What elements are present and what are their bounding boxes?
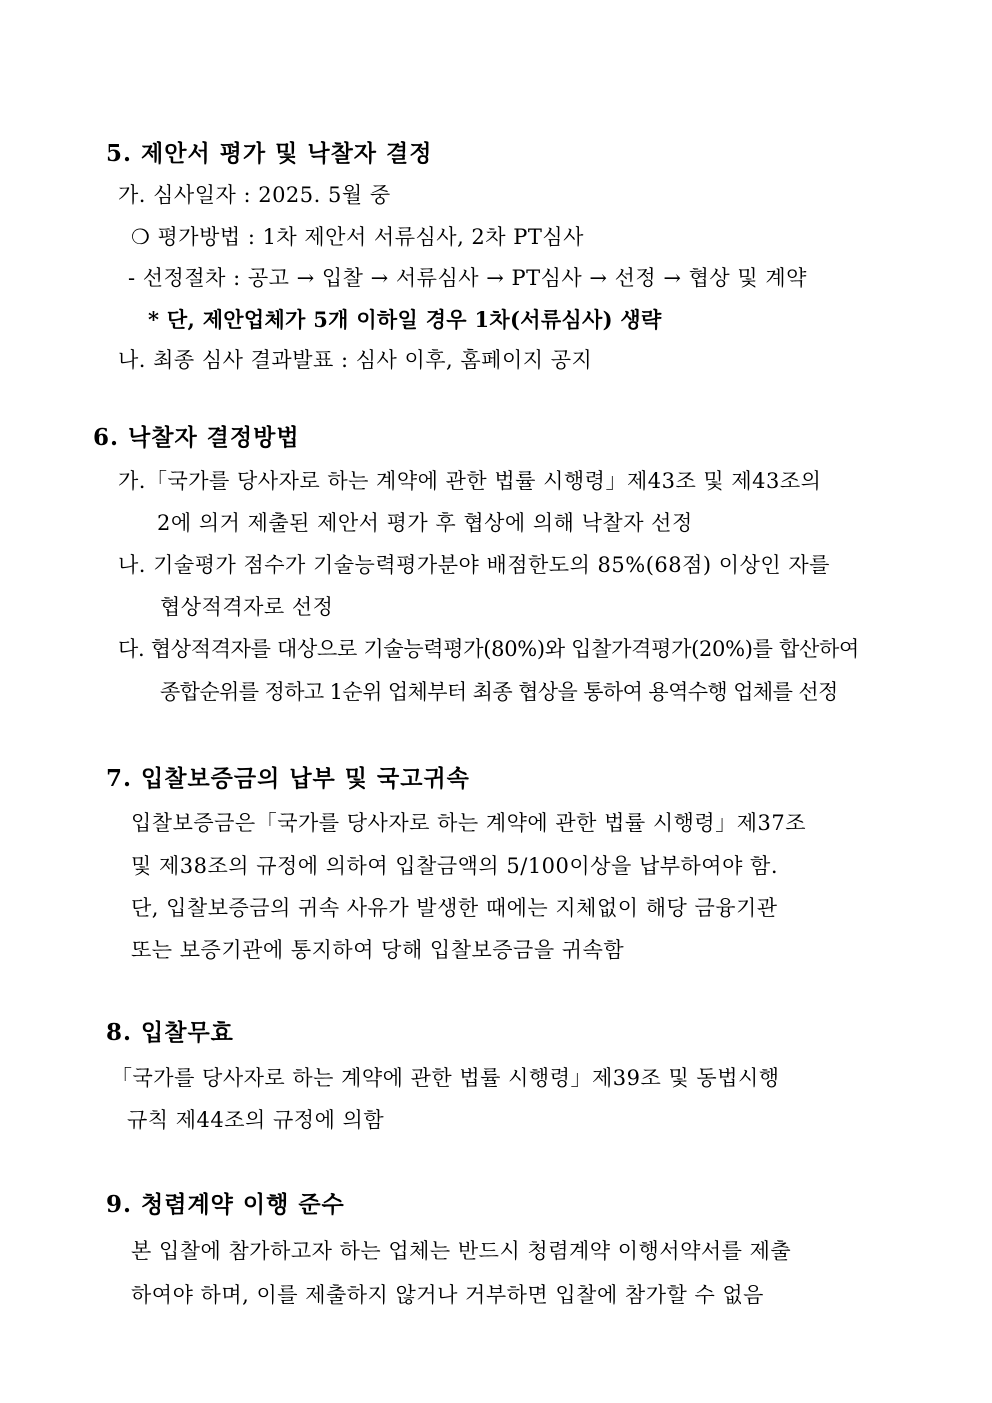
section-6-heading: 6. 낙찰자 결정방법 xyxy=(93,424,300,451)
section-6-item-na-line2: 협상적격자로 선정 xyxy=(160,595,334,619)
section-5-selection-procedure: - 선정절차 : 공고 → 입찰 → 서류심사 → PT심사 → 선정 → 협상 및 계약 xyxy=(128,266,807,290)
section-6-item-ga-line2: 2에 의거 제출된 제안서 평가 후 협상에 의해 낙찰자 선정 xyxy=(157,511,693,535)
section-5-heading: 5. 제안서 평가 및 낙찰자 결정 xyxy=(106,140,433,167)
section-9-paragraph-line1: 본 입찰에 참가하고자 하는 업체는 반드시 청렴계약 이행서약서를 제출 xyxy=(131,1239,792,1263)
section-8-paragraph-line2: 규칙 제44조의 규정에 의함 xyxy=(127,1108,385,1132)
section-8-heading: 8. 입찰무효 xyxy=(106,1019,234,1046)
section-9-paragraph-line2: 하여야 하며, 이를 제출하지 않거나 거부하면 입찰에 참가할 수 없음 xyxy=(131,1283,764,1307)
section-6-item-da-line2: 종합순위를 정하고 1순위 업체부터 최종 협상을 통하여 용역수행 업체를 선정 xyxy=(160,680,838,704)
section-5-evaluation-method: ❍ 평가방법 : 1차 제안서 서류심사, 2차 PT심사 xyxy=(131,225,584,249)
section-7-paragraph-line3: 단, 입찰보증금의 귀속 사유가 발생한 때에는 지체없이 해당 금융기관 xyxy=(131,896,778,920)
section-5-item-ga: 가. 심사일자 : 2025. 5월 중 xyxy=(118,183,391,207)
section-7-paragraph-line1: 입찰보증금은「국가를 당사자로 하는 계약에 관한 법률 시행령」제37조 xyxy=(131,811,806,835)
section-6-item-ga-line1: 가.「국가를 당사자로 하는 계약에 관한 법률 시행령」제43조 및 제43조의 xyxy=(118,469,822,493)
section-6-item-da-line1: 다. 협상적격자를 대상으로 기술능력평가(80%)와 입찰가격평가(20%)를 합산하여 xyxy=(118,637,859,661)
section-7-heading: 7. 입찰보증금의 납부 및 국고귀속 xyxy=(106,765,470,792)
section-9-heading: 9. 청렴계약 이행 준수 xyxy=(106,1191,345,1218)
section-7-paragraph-line4: 또는 보증기관에 통지하여 당해 입찰보증금을 귀속함 xyxy=(131,938,625,962)
section-7-paragraph-line2: 및 제38조의 규정에 의하여 입찰금액의 5/100이상을 납부하여야 함. xyxy=(131,854,779,878)
section-6-item-na-line1: 나. 기술평가 점수가 기술능력평가분야 배점한도의 85%(68점) 이상인 자를 xyxy=(118,553,830,577)
section-5-item-na: 나. 최종 심사 결과발표 : 심사 이후, 홈페이지 공지 xyxy=(118,348,593,372)
section-8-paragraph-line1: 「국가를 당사자로 하는 계약에 관한 법률 시행령」제39조 및 동법시행 xyxy=(111,1066,780,1090)
section-5-note: * 단, 제안업체가 5개 이하일 경우 1차(서류심사) 생략 xyxy=(148,307,662,332)
